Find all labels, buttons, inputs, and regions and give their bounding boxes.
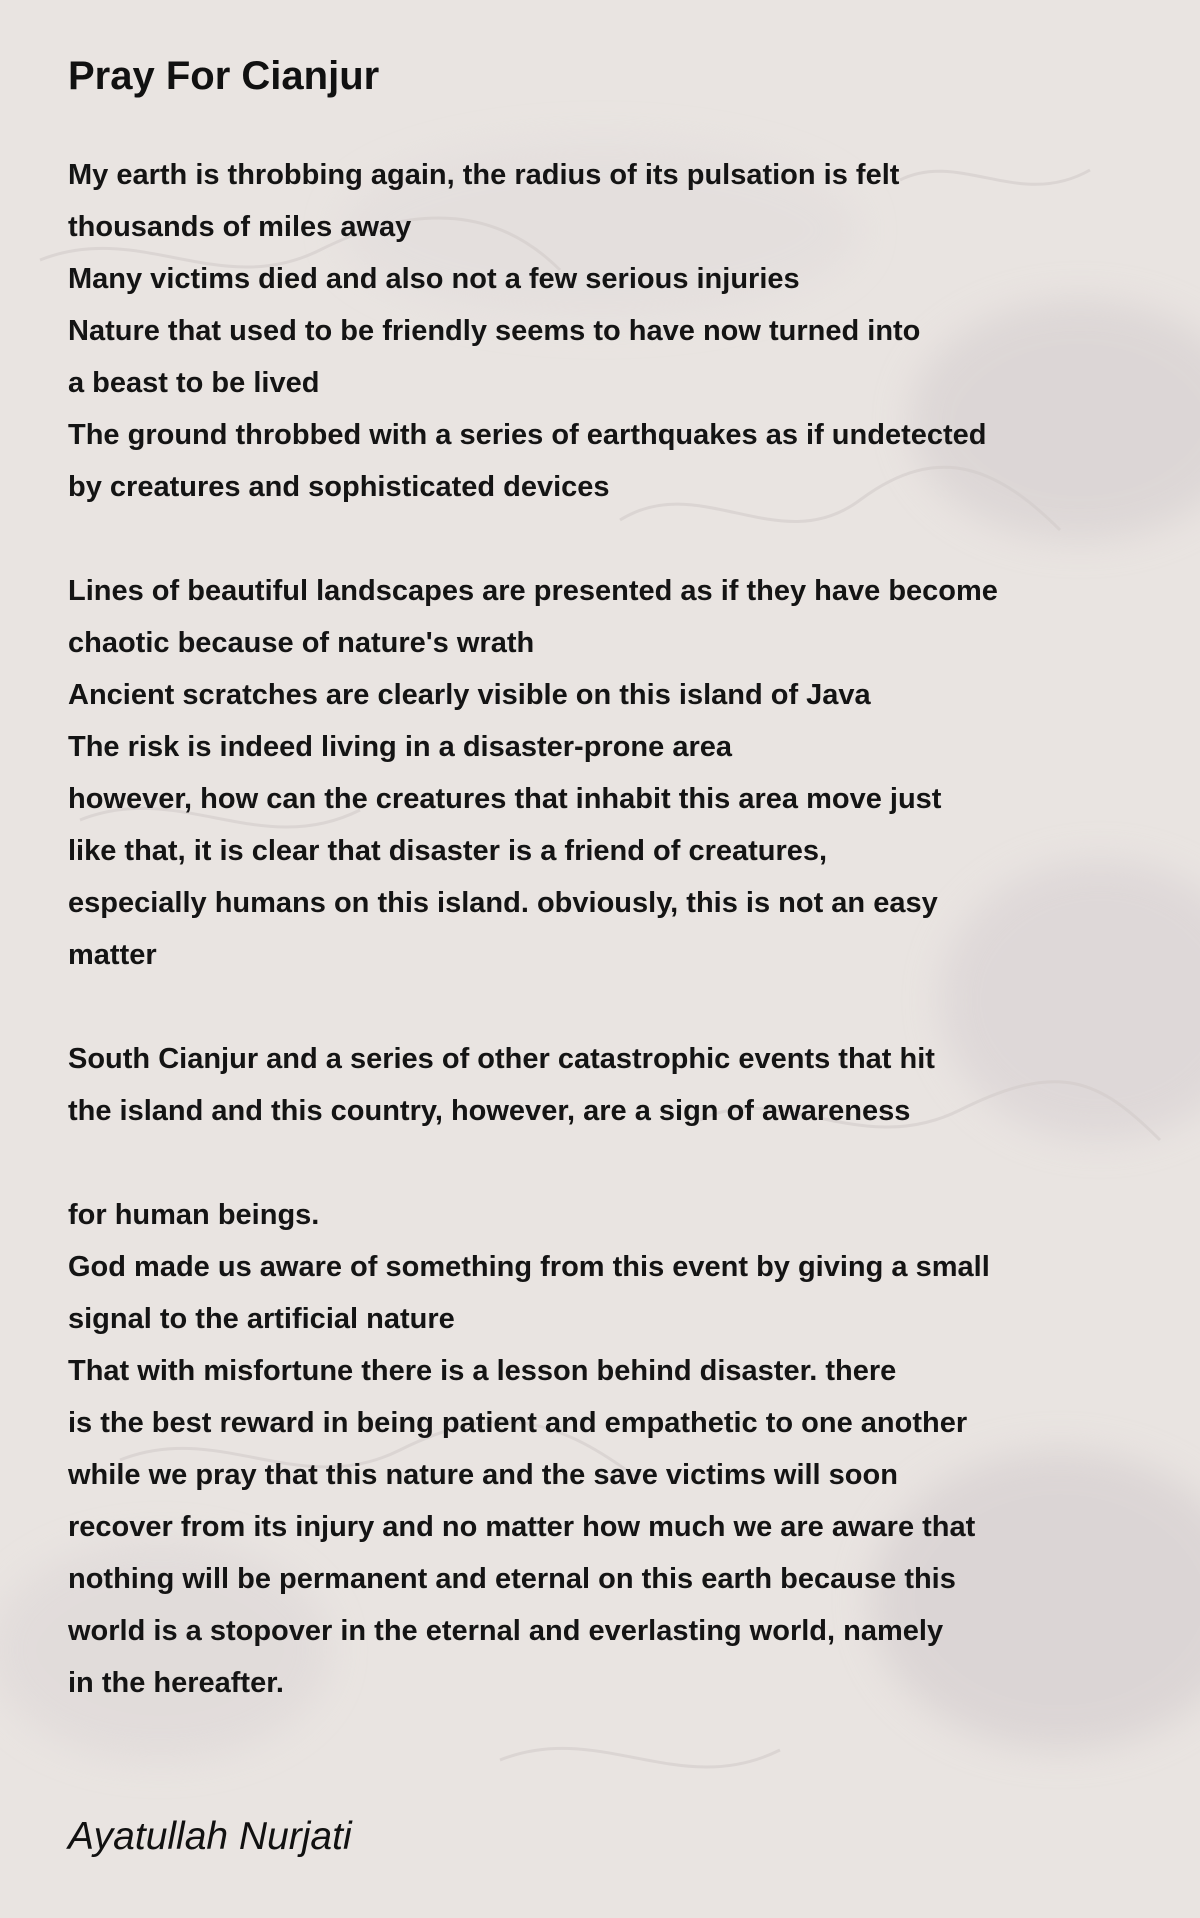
poem-title: Pray For Cianjur <box>68 54 380 98</box>
poem-line: signal to the artificial nature <box>68 1303 455 1335</box>
poem-line: matter <box>68 939 157 971</box>
poem-line: Many victims died and also not a few serious injuries <box>68 263 800 295</box>
poem-line: The risk is indeed living in a disaster-prone area <box>68 731 732 763</box>
poem-line: That with misfortune there is a lesson behind disaster. there <box>68 1355 897 1387</box>
poem-line: thousands of miles away <box>68 211 412 243</box>
poem-line: South Cianjur and a series of other catastrophic events that hit <box>68 1043 935 1075</box>
poem-line: a beast to be lived <box>68 367 320 399</box>
poem-line: nothing will be permanent and eternal on this earth because this <box>68 1563 956 1595</box>
poem-line: Nature that used to be friendly seems to have now turned into <box>68 315 921 347</box>
poem-line: God made us aware of something from this event by giving a small <box>68 1251 990 1283</box>
poem-line: the island and this country, however, are a sign of awareness <box>68 1095 911 1127</box>
stanza-2 <box>68 565 1168 981</box>
poem-line: The ground throbbed with a series of earthquakes as if undetected <box>68 419 987 451</box>
poem-line: especially humans on this island. obviously, this is not an easy <box>68 887 938 919</box>
poem-line: world is a stopover in the eternal and everlasting world, namely <box>68 1615 944 1647</box>
poem-line: is the best reward in being patient and empathetic to one another <box>68 1407 968 1439</box>
poem-line: while we pray that this nature and the save victims will soon <box>68 1459 898 1491</box>
poem-line: for human beings. <box>68 1199 320 1231</box>
poem-line: Ancient scratches are clearly visible on this island of Java <box>68 679 871 711</box>
stanza-1 <box>68 149 1168 513</box>
poem-line: like that, it is clear that disaster is a friend of creatures, <box>68 835 828 867</box>
poem-line: however, how can the creatures that inhabit this area move just <box>68 783 942 815</box>
stanza-4 <box>68 1189 1168 1709</box>
poem-line: chaotic because of nature's wrath <box>68 627 535 659</box>
stanza-3 <box>68 1033 1168 1137</box>
poem-line: in the hereafter. <box>68 1667 284 1699</box>
poem-line: Lines of beautiful landscapes are presented as if they have become <box>68 575 998 607</box>
poem-line: by creatures and sophisticated devices <box>68 471 610 503</box>
poem-line: My earth is throbbing again, the radius of its pulsation is felt <box>68 159 900 191</box>
poem-line: recover from its injury and no matter how much we are aware that <box>68 1511 976 1543</box>
poem-author: Ayatullah Nurjati <box>68 1815 352 1858</box>
